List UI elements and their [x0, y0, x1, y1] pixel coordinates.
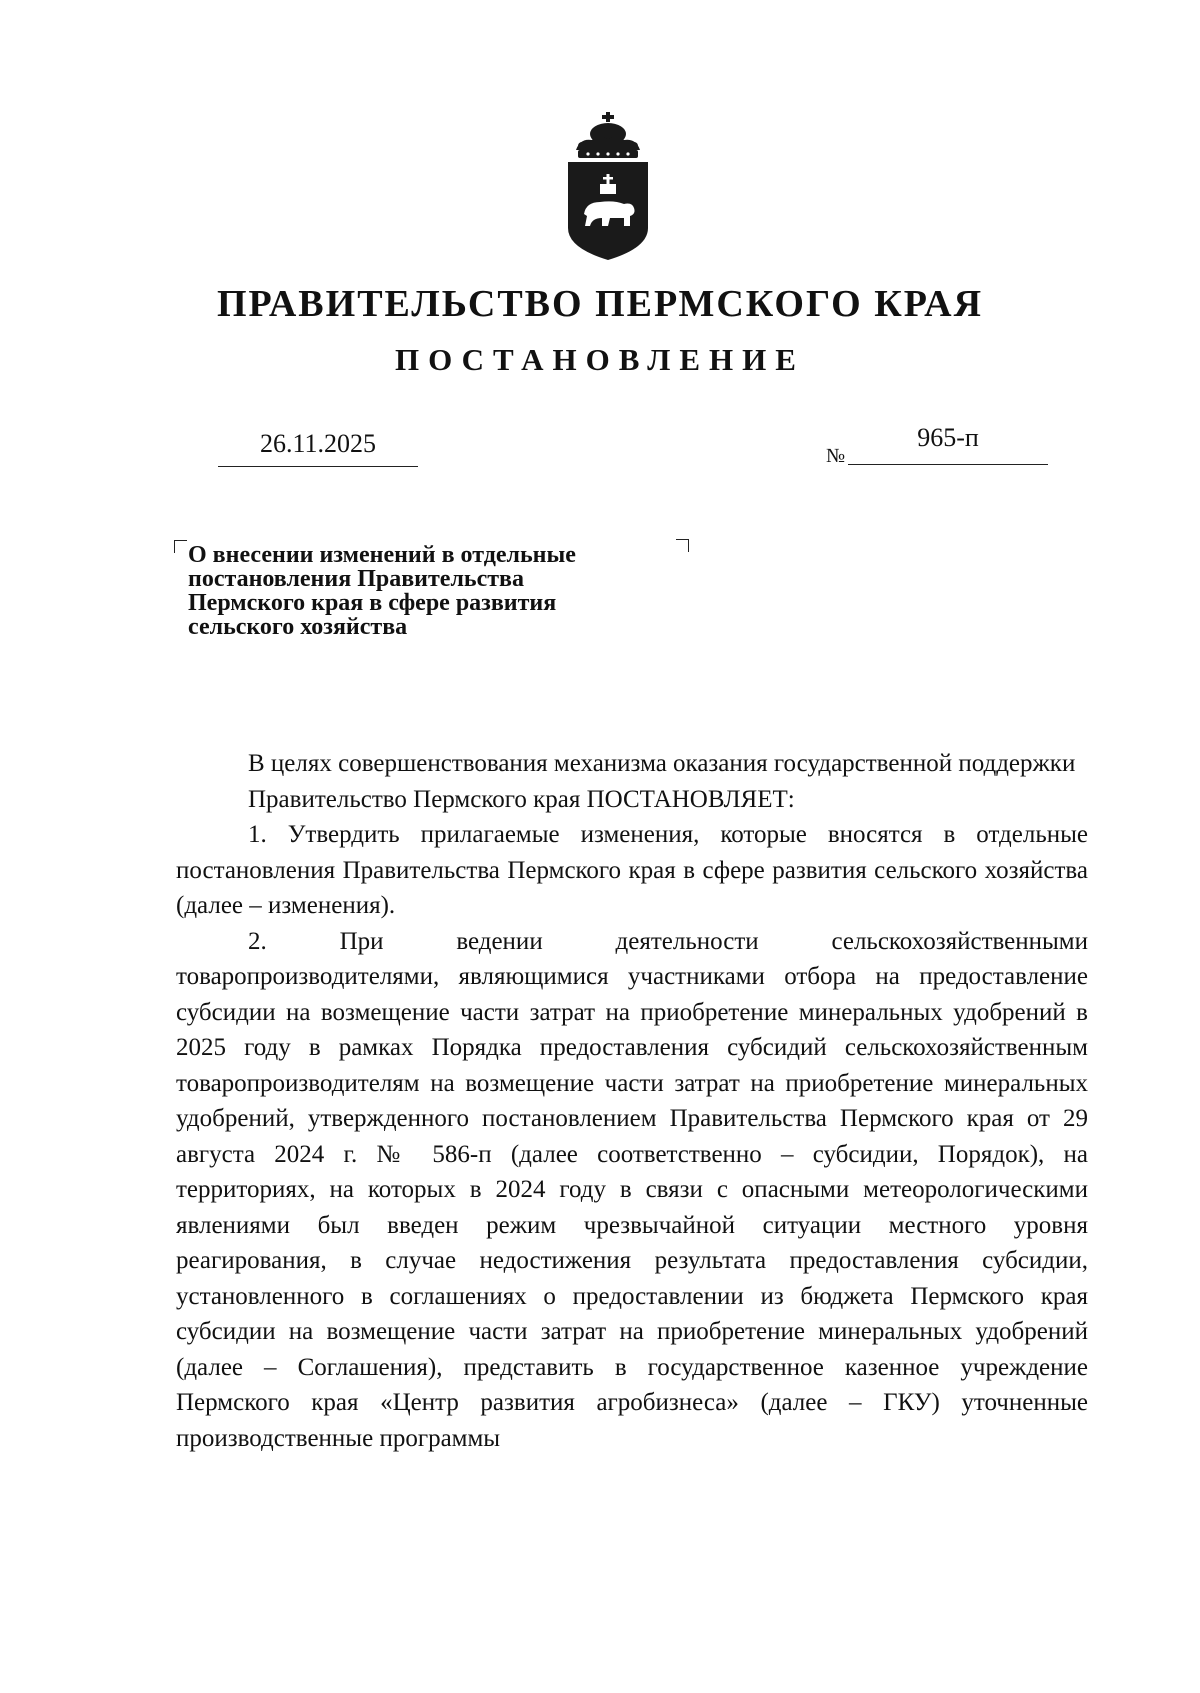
subject-corner-left	[174, 540, 187, 553]
document-type: ПОСТАНОВЛЕНИЕ	[395, 342, 805, 377]
body-paragraph: 2. При ведении деятельности сельскохозяйственными товаропроизводителями, являющимися участниками отбора на предоставление субсидии на возмещение части затрат на приобретение минеральных удобрений в 2025 году в рамках Порядка предоставления субсидий сельскохозяйственным товаропроизводителям на возмещение части затрат на приобретение минеральных удобрений, утвержденного постановлением Правительства Пермского края от 29 августа 2024 г. № 586-п (далее соответственно – субсидии, Порядок), на территориях, на которых в 2024 году в связи с опасными метеорологическими явлениями был введен режим чрезвычайной ситуации местного уровня реагирования, в случае недостижения результата предоставления субсидии, установленного в соглашениях о предоставлении из бюджета Пермского края субсидии на возмещение части затрат на приобретение минеральных удобрений (далее – Соглашения), представить в государственное казенное учреждение Пермского края «Центр развития агробизнеса» (далее – ГКУ) уточненные производственные программы	[176, 927, 1088, 1452]
number-sign: №	[826, 445, 846, 467]
organization-title: ПРАВИТЕЛЬСТВО ПЕРМСКОГО КРАЯ	[216, 283, 984, 325]
body-paragraph: Правительство Пермского края ПОСТАНОВЛЯЕТ:	[248, 785, 795, 813]
document-body	[176, 746, 1088, 1456]
document-subject	[188, 543, 688, 639]
perm-krai-coat-of-arms-icon	[566, 110, 650, 262]
subject-line: Пермского края в сфере развития	[188, 590, 557, 616]
body-paragraph: 1. Утвердить прилагаемые изменения, которые вносятся в отдельные постановления Правительства Пермского края в сфере развития сельского хозяйства (далее – изменения).	[176, 821, 1088, 919]
subject-line: О внесении изменений в отдельные	[188, 542, 576, 568]
number-underline	[848, 464, 1048, 465]
document-number: 965-п	[917, 423, 979, 452]
document-date: 26.11.2025	[218, 424, 418, 467]
subject-line: постановления Правительства	[188, 566, 524, 592]
body-paragraph: В целях совершенствования механизма оказания государственной поддержки	[248, 750, 1076, 777]
subject-line: сельского хозяйства	[188, 614, 408, 640]
